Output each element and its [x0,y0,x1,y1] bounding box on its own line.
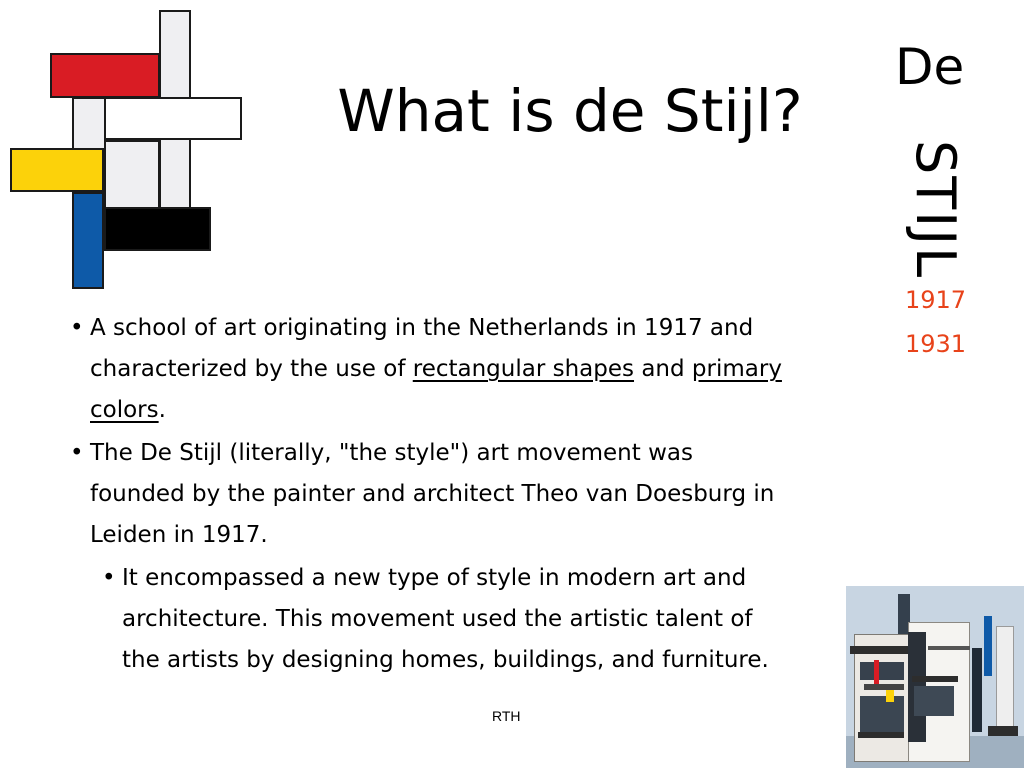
bullet-1-text-b: and [634,356,692,382]
bullet-marker: • [70,440,84,466]
bullet-1-text-a: A school of art originating in the Netherlands in 1917 and characterized by the use of [90,315,754,382]
side-logo-de: De [895,38,965,96]
slide-title: What is de Stijl? [337,77,803,145]
bullet-3-text: It encompassed a new type of style in modern art and architecture. This movement used the artistic talent of the artists by designing homes, buildings, and furniture. [122,565,769,673]
bullet-marker: • [102,565,116,591]
bullet-item-1 [70,308,790,431]
year-end: 1931 [905,330,967,358]
link-rectangular-shapes[interactable]: rectangular shapes [412,356,635,382]
logo-gray-column-block [72,97,106,155]
year-start: 1917 [905,286,967,314]
bullet-1-text-c: . [158,397,166,423]
logo-blue-block [72,192,104,289]
side-logo-stijl: STIJL [904,140,967,280]
side-logo-years [905,278,966,366]
logo-yellow-block [10,148,104,192]
bullet-item-2 [70,433,790,556]
footer-initials: RTH [492,708,521,724]
rietveld-house-image [846,586,1024,768]
mondrian-logo [0,0,260,300]
logo-gray-middle-block [104,140,160,210]
link-primary-colors[interactable]: primary colors [90,356,782,423]
bullet-list [70,308,790,683]
bullet-item-3 [70,558,790,681]
bullet-marker: • [70,315,84,341]
logo-black-block [104,207,211,251]
logo-white-bar-block [104,97,242,140]
logo-red-block [50,53,160,98]
bullet-2-text: The De Stijl (literally, "the style") art movement was founded by the painter and architect Theo van Doesburg in Leiden in 1917. [90,440,775,548]
